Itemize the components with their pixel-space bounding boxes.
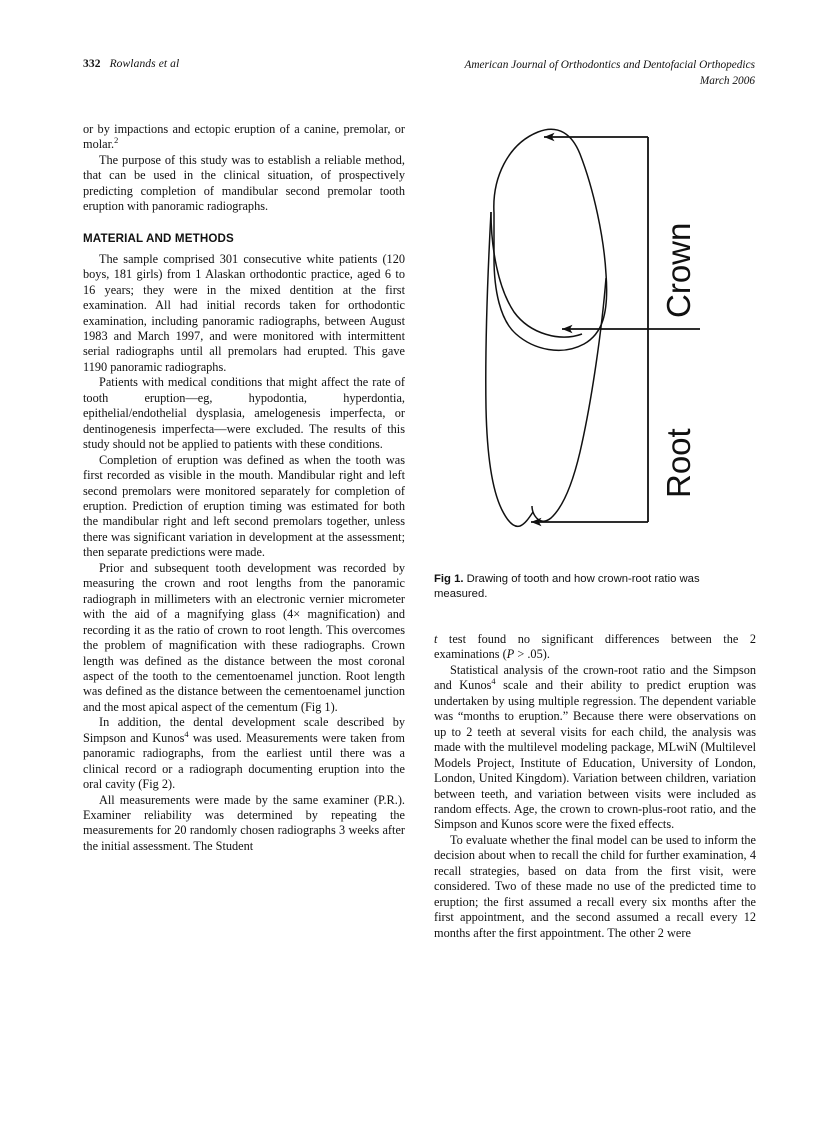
- figure-1-caption: [434, 572, 756, 601]
- paragraph-impactions: or by impactions and ectopic eruption of a canine, premolar, or molar.$^2$: [83, 122, 405, 152]
- figure-label: Fig 1.: [434, 573, 464, 585]
- running-head-authors: Rowlands et al: [109, 58, 180, 70]
- issue-date: March 2006: [699, 74, 755, 87]
- paragraph-scale: In addition, the dental development scale described by Simpson and Kunos$^4$ was used. Measurements were taken from panoramic radiographs, from the earliest until there was a clinical record or a radiograph documenting eruption into the oral cavity (Fig 2).: [83, 715, 405, 792]
- crown-label: Crown: [660, 222, 697, 318]
- footnote-marker-4-right: 4: [491, 677, 496, 687]
- paragraph-measurement: Prior and subsequent tooth development was recorded by measuring the crown and root lengths from the panoramic radiograph in millimeters with an electronic vernier micrometer with the aid of a magnifying glass (4× magnification) and recording it as the ratio of crown to root length. This overcomes the problem of magnification with these radiographs. Crown length was defined as the distance between the most coronal aspect of the tooth to the cementoenamel junction. Root length was defined as the distance between the cementoenamel junction and the most apical aspect of the cementum (Fig 1).: [83, 560, 405, 714]
- paragraph-recall: To evaluate whether the final model can be used to inform the decision about when to recall the child for further examination, 4 recall strategies, based on data from the first visit, were considered. Two of these made no use of the predicted time to eruption; the first assumed a recall every six months after the first appointment, and the second assumed a recall every 12 months after the first appointment. The other 2 were: [434, 832, 756, 940]
- t-statistic-symbol: t: [434, 632, 438, 646]
- right-column: [434, 632, 756, 941]
- paragraph-statistics: Statistical analysis of the crown-root ratio and the Simpson and Kunos$^4$ scale and their ability to predict eruption was undertaken by using multiple regression. The dependent variable was “months to eruption.” Because there were observations on up to 2 teeth at several visits for each child, the analysis was made with the multilevel modeling package, MLwiN (Multilevel Models Project, Institute of Education, University of London, London, United Kingdom). Variation between children, variation between teeth, and variation between visits were included as random effects. Age, the crown to crown-plus-root ratio, and the Simpson and Kunos score were the fixed effects.: [434, 662, 756, 832]
- paragraph-sample: The sample comprised 301 consecutive white patients (120 boys, 181 girls) from 1 Alaskan orthodontic practice, aged 6 to 16 years; they were in the mixed dentition at the first examination. All had initial records taken for orthodontic examination, including panoramic radiographs, between August 1983 and March 1997, and were monitored with intermittent serial radiographs until all premolars had erupted. This gave 1190 panoramic radiographs.: [83, 251, 405, 374]
- footnote-marker-2: 2: [114, 136, 119, 146]
- paragraph-purpose: The purpose of this study was to establish a reliable method, that can be used in the clinical situation, of prospectively predicting completion of mandibular second premolar tooth eruption with panoramic radiographs.: [83, 152, 405, 214]
- paragraph-ttest: t test found no significant differences between the 2 examinations (P > .05).: [434, 632, 756, 662]
- paragraph-exclusions: Patients with medical conditions that might affect the rate of tooth eruption—eg, hypodontia, hyperdontia, epithelial/endothelial dysplasia, amelogenesis imperfecta, or dentinogenesis imperfecta—were excluded. The results of this study should not be applied to patients with these conditions.: [83, 375, 405, 452]
- paragraph-reliability: All measurements were made by the same examiner (P.R.). Examiner reliability was determined by repeating the measurements for 20 randomly chosen radiographs 3 weeks after the initial assessment. The Student: [83, 792, 405, 853]
- running-head: [83, 58, 755, 98]
- root-outline-right: [532, 278, 606, 521]
- running-head-right: [464, 58, 755, 89]
- left-column: [83, 122, 405, 854]
- p-value-symbol: P: [506, 647, 515, 662]
- footnote-marker-4: 4: [184, 729, 189, 739]
- crown-outline: [494, 129, 607, 350]
- figure-caption-text: Drawing of tooth and how crown-root ratio was measured.: [434, 573, 700, 600]
- section-heading-material-and-methods: MATERIAL AND METHODS: [83, 231, 234, 245]
- journal-title: American Journal of Orthodontics and Dentofacial Orthopedics: [464, 59, 755, 71]
- tooth-drawing: [434, 118, 756, 570]
- paragraph-completion: Completion of eruption was defined as when the tooth was first recorded as visible in the mouth. Mandibular right and left second premolars were monitored separately for completion of eruption. Prediction of eruption timing was estimated for both the mandibular right and left second premolars together, unless there was significant variation in development at the assessment; then separate predictions were made.: [83, 452, 405, 560]
- figure-1: [434, 118, 756, 570]
- running-head-left: [83, 58, 179, 70]
- page-number: 332: [83, 58, 101, 70]
- root-outline-left: [486, 212, 533, 526]
- root-label: Root: [660, 428, 697, 498]
